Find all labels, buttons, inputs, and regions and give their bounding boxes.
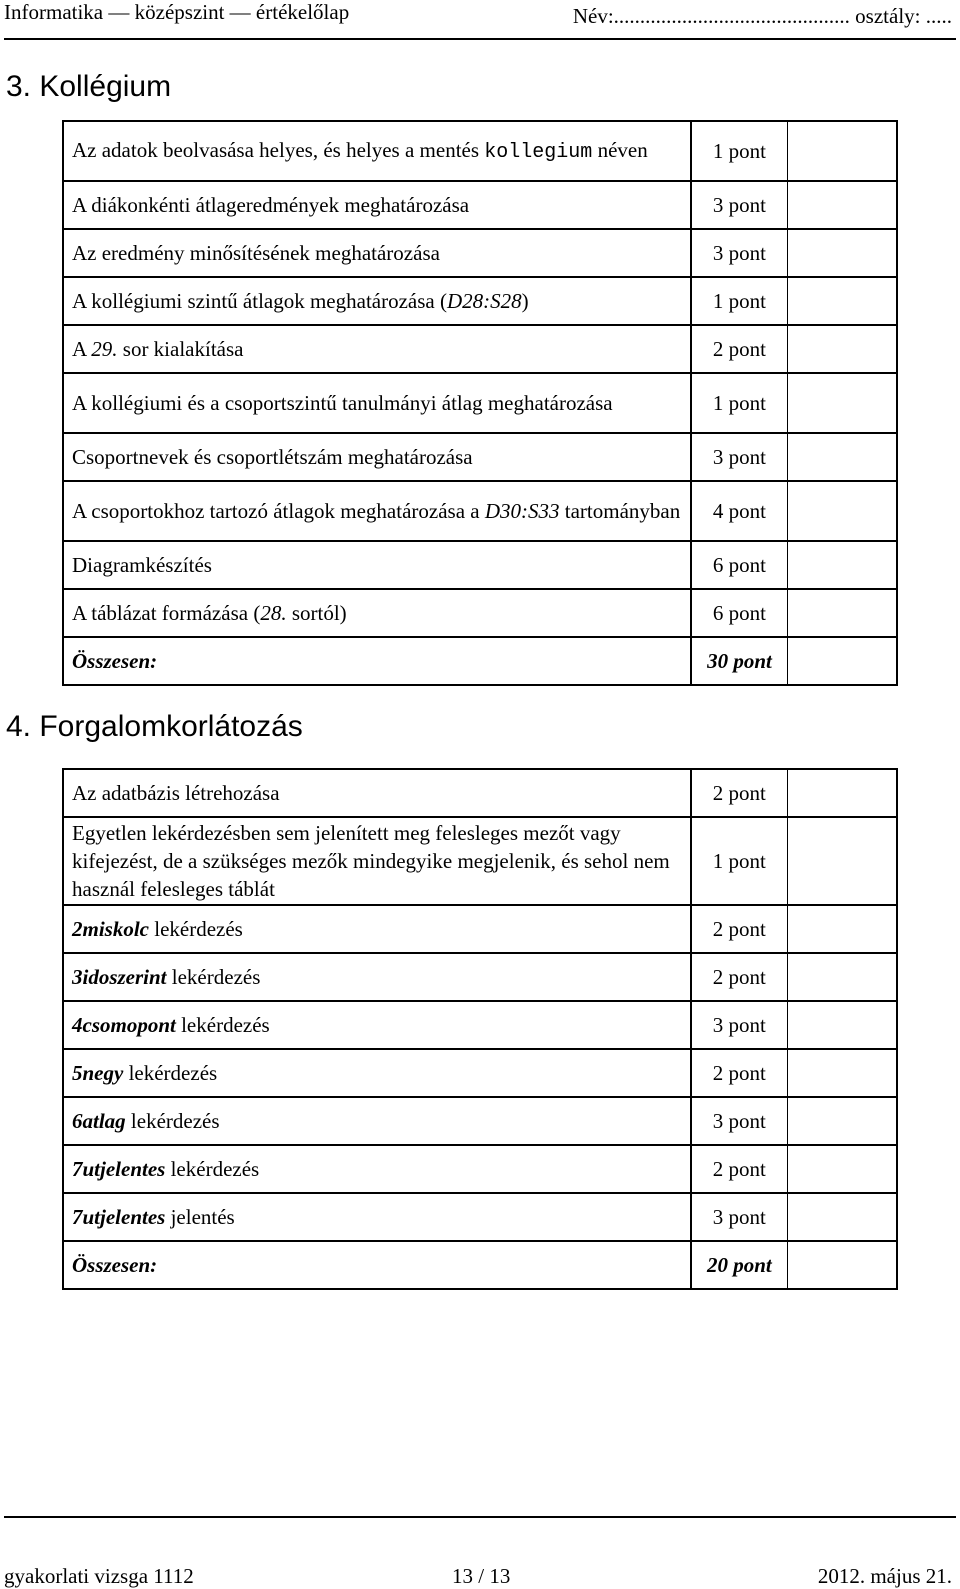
points-value: 3 pont: [691, 433, 787, 481]
criterion: Az eredmény minősítésének meghatározása: [63, 229, 691, 277]
criterion: A diákonkénti átlageredmények meghatározása: [63, 181, 691, 229]
exam-id: gyakorlati vizsga 1112: [4, 1564, 194, 1588]
section-3-title: 3. Kollégium: [6, 70, 172, 103]
points-value: 1 pont: [691, 817, 787, 905]
criterion: 3idoszerint lekérdezés: [63, 953, 691, 1001]
score-row: [63, 325, 897, 373]
total-entry-cell[interactable]: [787, 637, 897, 685]
points-value: 3 pont: [691, 229, 787, 277]
points-entry-cell[interactable]: [787, 277, 897, 325]
criterion: Az adatok beolvasása helyes, és helyes a mentés kollegium néven: [63, 121, 691, 181]
points-entry-cell[interactable]: [787, 1049, 897, 1097]
total-row: [63, 1241, 897, 1289]
score-row: [63, 1097, 897, 1145]
total-row: [63, 637, 897, 685]
points-value: 3 pont: [691, 1097, 787, 1145]
points-value: 2 pont: [691, 769, 787, 817]
points-entry-cell[interactable]: [787, 373, 897, 433]
points-entry-cell[interactable]: [787, 1097, 897, 1145]
section-4-title: 4. Forgalomkorlátozás: [6, 710, 303, 743]
total-points: 20 pont: [691, 1241, 787, 1289]
criterion: 5negy lekérdezés: [63, 1049, 691, 1097]
criterion: 7utjelentes lekérdezés: [63, 1145, 691, 1193]
points-value: 1 pont: [691, 373, 787, 433]
section-4-score-table: [62, 768, 898, 1290]
page-header: [4, 0, 956, 40]
score-row: [63, 1193, 897, 1241]
points-entry-cell[interactable]: [787, 181, 897, 229]
score-row: [63, 817, 897, 905]
points-entry-cell[interactable]: [787, 433, 897, 481]
points-value: 2 pont: [691, 325, 787, 373]
score-row: [63, 905, 897, 953]
total-points: 30 pont: [691, 637, 787, 685]
points-entry-cell[interactable]: [787, 953, 897, 1001]
points-entry-cell[interactable]: [787, 121, 897, 181]
score-row: [63, 541, 897, 589]
criterion: 4csomopont lekérdezés: [63, 1001, 691, 1049]
points-entry-cell[interactable]: [787, 905, 897, 953]
page-footer: [4, 1516, 956, 1588]
criterion: Egyetlen lekérdezésben sem jelenített meg felesleges mezőt vagy kifejezést, de a szükséges mezők mindegyike megjelenik, és sehol nem használ felesleges táblát: [63, 817, 691, 905]
points-entry-cell[interactable]: [787, 325, 897, 373]
criterion: A táblázat formázása (28. sortól): [63, 589, 691, 637]
criterion: 6atlag lekérdezés: [63, 1097, 691, 1145]
score-row: [63, 433, 897, 481]
criterion: 2miskolc lekérdezés: [63, 905, 691, 953]
criterion: A 29. sor kialakítása: [63, 325, 691, 373]
criterion: 7utjelentes jelentés: [63, 1193, 691, 1241]
points-value: 3 pont: [691, 1193, 787, 1241]
points-entry-cell[interactable]: [787, 1193, 897, 1241]
points-value: 6 pont: [691, 589, 787, 637]
points-value: 3 pont: [691, 1001, 787, 1049]
score-row: [63, 481, 897, 541]
criterion: Diagramkészítés: [63, 541, 691, 589]
points-value: 1 pont: [691, 121, 787, 181]
points-value: 1 pont: [691, 277, 787, 325]
header-name-class-field: Név:............................................. osztály: .....: [572, 4, 952, 28]
points-value: 2 pont: [691, 905, 787, 953]
score-row: [63, 229, 897, 277]
criterion: Az adatbázis létrehozása: [63, 769, 691, 817]
points-entry-cell[interactable]: [787, 769, 897, 817]
points-entry-cell[interactable]: [787, 229, 897, 277]
points-value: 2 pont: [691, 1049, 787, 1097]
section-3-score-table: [62, 120, 898, 686]
total-label: Összesen:: [63, 637, 691, 685]
exam-date: 2012. május 21.: [817, 1564, 952, 1588]
score-row: [63, 1049, 897, 1097]
score-row: [63, 589, 897, 637]
points-entry-cell[interactable]: [787, 541, 897, 589]
score-row: [63, 277, 897, 325]
page-number: 13 / 13: [452, 1564, 511, 1588]
criterion: Csoportnevek és csoportlétszám meghatározása: [63, 433, 691, 481]
points-entry-cell[interactable]: [787, 1145, 897, 1193]
criterion: A kollégiumi és a csoportszintű tanulmányi átlag meghatározása: [63, 373, 691, 433]
points-value: 2 pont: [691, 1145, 787, 1193]
score-row: [63, 1145, 897, 1193]
score-row: [63, 953, 897, 1001]
criterion: A kollégiumi szintű átlagok meghatározása (D28:S28): [63, 277, 691, 325]
points-entry-cell[interactable]: [787, 589, 897, 637]
score-row: [63, 181, 897, 229]
points-value: 4 pont: [691, 481, 787, 541]
total-label: Összesen:: [63, 1241, 691, 1289]
points-entry-cell[interactable]: [787, 481, 897, 541]
points-entry-cell[interactable]: [787, 817, 897, 905]
points-value: 3 pont: [691, 181, 787, 229]
points-value: 6 pont: [691, 541, 787, 589]
score-row: [63, 121, 897, 181]
criterion: A csoportokhoz tartozó átlagok meghatározása a D30:S33 tartományban: [63, 481, 691, 541]
points-value: 2 pont: [691, 953, 787, 1001]
score-row: [63, 769, 897, 817]
score-row: [63, 1001, 897, 1049]
total-entry-cell[interactable]: [787, 1241, 897, 1289]
points-entry-cell[interactable]: [787, 1001, 897, 1049]
score-row: [63, 373, 897, 433]
header-left-text: Informatika — középszint — értékelőlap: [4, 0, 350, 24]
